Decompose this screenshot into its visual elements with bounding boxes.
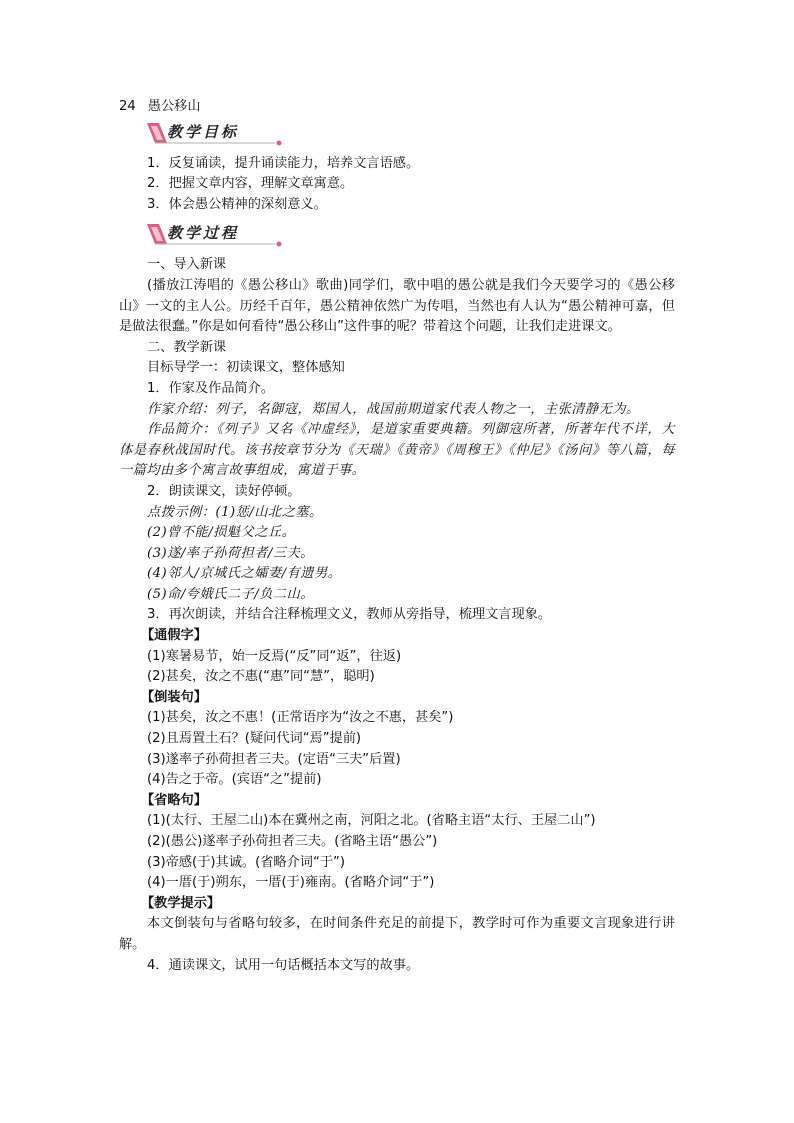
daozhuang-item: (1)甚矣，汝之不惠！(正常语序为“汝之不惠，甚矣”) <box>147 710 454 726</box>
shenglue-item: (1)(太行、王屋二山)本在冀州之南，河阳之北。(省略主语“太行、王屋二山”) <box>147 813 596 829</box>
pause-example: (5)命/夸娥氏二子/负二山。 <box>147 586 314 602</box>
goal-item: 2．把握文章内容，理解文章寓意。 <box>147 176 354 192</box>
daozhuang-item: (2)且焉置土石？(疑问代词“焉”提前) <box>147 731 362 747</box>
tip-heading: 【教学提示】 <box>141 895 221 911</box>
step-3: 3．再次朗读，并结合注释梳理文义，教师从旁指导，梳理文言现象。 <box>147 607 552 623</box>
shenglue-item: (3)帝感(于)其诚。(省略介词“于”) <box>147 854 345 870</box>
pause-example: (2)曾不能/损魁父之丘。 <box>147 525 296 541</box>
target-guide: 目标导学一：初读课文，整体感知 <box>147 360 345 376</box>
section-heading-process: 教学过程 <box>167 224 240 243</box>
daozhuang-heading: 【倒装句】 <box>141 689 207 705</box>
step-1: 1．作家及作品简介。 <box>147 380 275 396</box>
tongjia-item: (2)甚矣，汝之不惠(“惠”同“慧”，聪明) <box>147 669 375 685</box>
shenglue-item: (4)一厝(于)朔东，一厝(于)雍南。(省略介词“于”) <box>147 875 435 891</box>
pause-example: (4)邻人/京城氏之孀妻/有遗男。 <box>147 566 342 582</box>
shenglue-heading: 【省略句】 <box>141 792 207 808</box>
shenglue-item: (2)(愚公)遂率子孙荷担者三夫。(省略主语“愚公”) <box>147 834 438 849</box>
author-intro: 作家介绍：列子，名御寇，郑国人，战国前期道家代表人物之一，主张清静无为。 <box>147 401 640 417</box>
new-lesson-heading: 二、教学新课 <box>147 339 227 355</box>
section-banner-process <box>145 221 295 247</box>
step-4: 4．通读课文，试用一句话概括本文写的故事。 <box>147 957 420 973</box>
intro-heading: 一、导入新课 <box>147 257 227 273</box>
tongjia-item: (1)寒暑易节，始一反焉(“反”同“返”，往返) <box>147 648 402 664</box>
intro-paragraph: (播放江涛唱的《愚公移山》歌曲)同学们，歌中唱的愚公就是我们今天要学习的《愚公移山》一文的主人公。历经千百年，愚公精神依然广为传唱，当然也有人认为“愚公精神可嘉，但是做法很蠢。”你是如何看待“愚公移山”这件事的呢？带着这个问题，让我们走进课文。 <box>119 277 675 335</box>
step-2: 2．朗读课文，读好停顿。 <box>147 483 301 499</box>
lesson-title <box>119 97 675 118</box>
pause-example: 点拨示例：(1)惩/山北之塞。 <box>147 504 323 520</box>
pause-example: (3)遂/率子孙荷担者/三夫。 <box>147 545 314 561</box>
lesson-number: 24 <box>119 99 136 114</box>
goal-item: 3．体会愚公精神的深刻意义。 <box>147 196 327 212</box>
daozhuang-item: (4)告之于帝。(宾语“之”提前) <box>147 772 322 788</box>
lesson-content <box>119 97 675 976</box>
lesson-title-text: 愚公移山 <box>147 99 201 114</box>
section-banner-goals <box>145 120 295 146</box>
work-intro: 作品简介：《列子》又名《冲虚经》，是道家重要典籍。列御寇所著，所著年代不详，大体是春秋战国时代。该书按章节分为《天瑞》《黄帝》《周穆王》《仲尼》《汤问》等八篇，每一篇均由多个寓言故事组成，寓道于事。 <box>119 422 675 479</box>
tongjia-heading: 【通假字】 <box>141 628 207 644</box>
tip-paragraph: 本文倒装句与省略句较多，在时间条件充足的前提下，教学时可作为重要文言现象进行讲解。 <box>119 916 675 952</box>
goal-item: 1．反复诵读，提升诵读能力，培养文言语感。 <box>147 155 420 171</box>
daozhuang-item: (3)遂率子孙荷担者三夫。(定语“三夫”后置) <box>147 751 401 767</box>
section-heading-goals: 教学目标 <box>167 122 240 141</box>
